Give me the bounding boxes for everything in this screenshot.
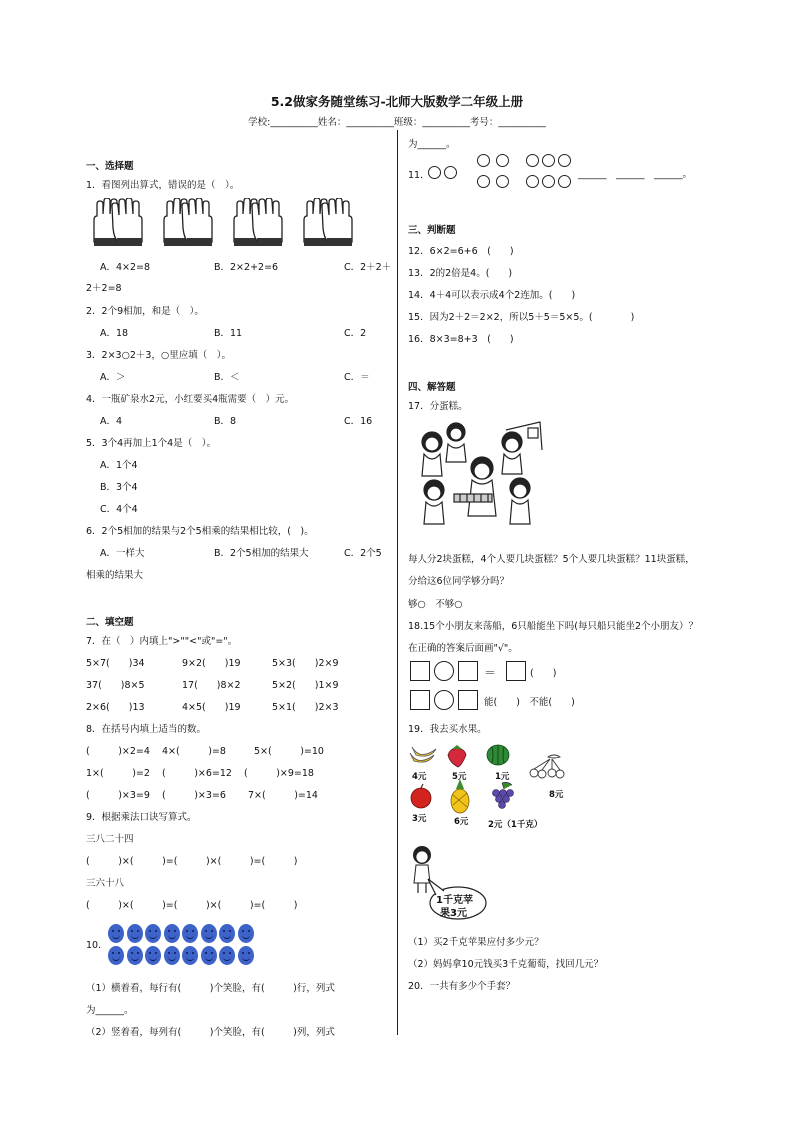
q5-option-a[interactable]: A．1个4 [100, 460, 138, 471]
gloves-image [88, 198, 384, 253]
speech-bubble-line-1: 1千克苹 [436, 895, 473, 906]
question-1: 1．看图列出算式，错误的是（ ）。 [86, 180, 240, 191]
q8-r2-c2[interactable]: ( )×6=12 [162, 768, 232, 779]
q8-r3-c1[interactable]: ( )×3=9 [86, 790, 150, 801]
fruit-icons [408, 743, 578, 828]
question-11: 11． [408, 170, 430, 181]
q9-formula-2[interactable]: ( )×( )=( )×( )=( ) [86, 900, 298, 911]
question-12[interactable]: 12．6×2=6+6 ( ) [408, 246, 514, 257]
cherry-icon [530, 755, 564, 778]
circle-icon [477, 175, 490, 188]
q7-r1-c2[interactable]: 9×2( )19 [182, 658, 241, 669]
q7-r2-c1[interactable]: 37( )8×5 [86, 680, 145, 691]
smiley-face-icon [238, 924, 254, 943]
smiley-face-icon [108, 924, 124, 943]
q1-option-a[interactable]: A．4×2=8 [100, 262, 151, 273]
q18-answer-box[interactable] [410, 661, 430, 681]
q7-r3-c2[interactable]: 4×5( )19 [182, 702, 241, 713]
q3-option-c[interactable]: C．＝ [344, 372, 370, 383]
question-2: 2．2个9相加，和是（ ）。 [86, 306, 204, 317]
strawberry-icon [448, 745, 466, 767]
q18-equals-sign: ＝ [484, 666, 497, 680]
circle-icon [496, 175, 509, 188]
question-17: 17．分蛋糕。 [408, 401, 468, 412]
smiley-row-2 [108, 946, 256, 965]
section-choice-heading: 一、选择题 [86, 161, 134, 172]
smiley-face-icon [238, 946, 254, 965]
q19-part-2: （2）妈妈拿10元钱买3千克葡萄，找回几元？ [408, 959, 604, 970]
circle-icon [542, 154, 555, 167]
q17-choice[interactable]: 够○ 不够○ [408, 599, 463, 610]
q8-r3-c3[interactable]: 7×( )=14 [248, 790, 318, 801]
smiley-face-icon [182, 924, 198, 943]
question-15[interactable]: 15．因为2＋2＝2×2，所以5＋5＝5×5。( ) [408, 312, 635, 323]
circle-icon [526, 175, 539, 188]
question-19: 19．我去买水果。 [408, 724, 487, 735]
q18-answer-box[interactable] [410, 690, 430, 710]
grape-icon [493, 782, 514, 808]
cherry-price: 8元 [549, 790, 564, 800]
q11-circles-group-2 [477, 154, 509, 170]
smiley-face-icon [201, 924, 217, 943]
q8-r1-c3[interactable]: 5×( )=10 [254, 746, 324, 757]
q8-r2-c1[interactable]: 1×( )=2 [86, 768, 150, 779]
q18-can-cannot[interactable]: 能( ) 不能( ) [484, 697, 575, 708]
page-title: 5.2做家务随堂练习-北师大版数学二年级上册 [270, 94, 524, 109]
student-info-line: 学校:__________姓名：__________班级：__________考号：__________ [248, 117, 546, 128]
question-10: 10． [86, 940, 108, 951]
column-divider [397, 130, 398, 1035]
q4-option-b[interactable]: B．8 [214, 416, 237, 427]
q10-part-2[interactable]: （2）竖着看，每列有( )个笑脸，有( )列，列式 [86, 1027, 335, 1038]
q11-circles-group-3 [526, 154, 571, 170]
q18-operator-circle[interactable] [434, 661, 454, 681]
q6-option-c[interactable]: C．2个5 [344, 548, 382, 559]
circle-icon [558, 154, 571, 167]
smiley-face-icon [219, 924, 235, 943]
q18-result-box[interactable] [506, 661, 526, 681]
q18-operator-circle[interactable] [434, 690, 454, 710]
circle-icon [444, 166, 457, 179]
apple-icon [411, 784, 431, 808]
q5-option-c[interactable]: C．4个4 [100, 504, 138, 515]
strawberry-price: 5元 [452, 772, 467, 782]
q2-option-c[interactable]: C．2 [344, 328, 367, 339]
q1-option-c[interactable]: C．2＋2＋ [344, 262, 392, 273]
smiley-face-icon [108, 946, 124, 965]
question-8: 8．在括号内填上适当的数。 [86, 724, 207, 735]
smiley-face-icon [127, 946, 143, 965]
watermelon-price: 1元 [495, 772, 510, 782]
question-20: 20．一共有多少个手套？ [408, 981, 516, 992]
q1-option-c-cont: 2＋2=8 [86, 283, 122, 294]
q6-option-b[interactable]: B．2个5相加的结果大 [214, 548, 309, 559]
apple-price: 3元 [412, 814, 427, 824]
q18-answer-box[interactable] [458, 661, 478, 681]
children-cake-icon [410, 420, 550, 530]
q7-r1-c1[interactable]: 5×7( )34 [86, 658, 145, 669]
question-6: 6．2个5相加的结果与2个5相乘的结果相比较，( )。 [86, 526, 314, 537]
smiley-face-icon [182, 946, 198, 965]
q11-circles-group-2b [477, 175, 509, 191]
question-18: 18.15个小朋友来荡船，6只船能坐下吗(每只船只能坐2个小朋友）？ [408, 621, 698, 632]
q6-option-c-cont: 相乘的结果大 [86, 570, 144, 581]
watermelon-icon [487, 745, 509, 765]
circle-icon [477, 154, 490, 167]
banana-price: 4元 [412, 772, 427, 782]
q7-r2-c2[interactable]: 17( )8×2 [182, 680, 241, 691]
smiley-face-icon [164, 946, 180, 965]
q7-r2-c3[interactable]: 5×2( )1×9 [272, 680, 339, 691]
q8-r1-c2[interactable]: 4×( )=8 [162, 746, 226, 757]
q7-r1-c3[interactable]: 5×3( )2×9 [272, 658, 339, 669]
q8-r2-c3[interactable]: ( )×9=18 [244, 768, 314, 779]
pineapple-icon [451, 779, 469, 813]
question-7: 7．在（ ）内填上">""<"或"="。 [86, 636, 238, 647]
q10-part-1-answer[interactable]: 为______。 [86, 1005, 134, 1016]
question-13[interactable]: 13．2的2倍是4。( ) [408, 268, 513, 279]
q10-part-2-answer[interactable]: 为______。 [408, 139, 456, 150]
question-5: 5．3个4再加上1个4是（ ）。 [86, 438, 216, 449]
section-judge-heading: 三、判断题 [408, 225, 456, 236]
q1-option-b[interactable]: B．2×2+2=6 [214, 262, 279, 273]
circle-icon [526, 154, 539, 167]
glove-pairs-icon [88, 198, 384, 250]
kids-cake-illustration [410, 420, 550, 533]
q5-option-b[interactable]: B．3个4 [100, 482, 138, 493]
smiley-face-icon [145, 924, 161, 943]
smiley-face-icon [164, 924, 180, 943]
q2-option-a[interactable]: A．18 [100, 328, 129, 339]
smiley-face-icon [219, 946, 235, 965]
circle-icon [496, 154, 509, 167]
pineapple-price: 6元 [454, 817, 469, 827]
q8-r3-c2[interactable]: ( )×3=6 [162, 790, 226, 801]
question-9: 9．根据乘法口诀写算式。 [86, 812, 197, 823]
q3-option-a[interactable]: A．＞ [100, 372, 126, 383]
smiley-face-icon [145, 946, 161, 965]
question-4: 4．一瓶矿泉水2元，小红要买4瓶需要（ ）元。 [86, 394, 295, 405]
q2-option-b[interactable]: B．11 [214, 328, 243, 339]
q17-text-2: 分给这6位同学够分吗？ [408, 576, 510, 587]
question-16[interactable]: 16．8×3=8+3 ( ) [408, 334, 514, 345]
smiley-face-icon [127, 924, 143, 943]
q6-option-a[interactable]: A．一样大 [100, 548, 145, 559]
q7-r3-c1[interactable]: 2×6( )13 [86, 702, 145, 713]
question-3: 3．2×3○2＋3，○里应填（ ）。 [86, 350, 232, 361]
q4-option-a[interactable]: A．4 [100, 416, 123, 427]
q9-formula-1[interactable]: ( )×( )=( )×( )=( ) [86, 856, 298, 867]
q4-option-c[interactable]: C．16 [344, 416, 373, 427]
circle-icon [558, 175, 571, 188]
section-fill-heading: 二、填空题 [86, 617, 134, 628]
q3-option-b[interactable]: B．＜ [214, 372, 240, 383]
q9-rhyme-2: 三六十八 [86, 878, 125, 889]
circle-icon [428, 166, 441, 179]
q18-instruction: 在正确的答案后面画"√"。 [408, 643, 518, 654]
q11-answer-blanks[interactable]: ______ ______ ______。 [578, 169, 693, 180]
circle-icon [542, 175, 555, 188]
grape-price: 2元（1千克） [488, 820, 543, 830]
q7-r3-c3[interactable]: 5×1( )2×3 [272, 702, 339, 713]
speech-bubble-line-2: 果3元 [440, 908, 467, 919]
question-14[interactable]: 14．4＋4可以表示成4个2连加。( ) [408, 290, 576, 301]
section-solve-heading: 四、解答题 [408, 382, 456, 393]
q9-rhyme-1: 三八二十四 [86, 834, 134, 845]
q19-part-1: （1）买2千克苹果应付多少元？ [408, 937, 544, 948]
q10-part-1[interactable]: （1）横着看，每行有( )个笑脸，有( )行，列式 [86, 983, 335, 994]
smiley-face-icon [201, 946, 217, 965]
q18-answer-box[interactable] [458, 690, 478, 710]
q18-unit-paren[interactable]: ( ) [530, 668, 557, 679]
smiley-row-1 [108, 924, 256, 943]
q11-circles-group-1 [428, 166, 457, 182]
banana-icon [410, 747, 436, 762]
q8-r1-c1[interactable]: ( )×2=4 [86, 746, 150, 757]
q17-text-1: 每人分2块蛋糕，4个人要几块蛋糕？5个人要几块蛋糕？11块蛋糕， [408, 554, 695, 565]
q11-circles-group-3b [526, 175, 571, 191]
